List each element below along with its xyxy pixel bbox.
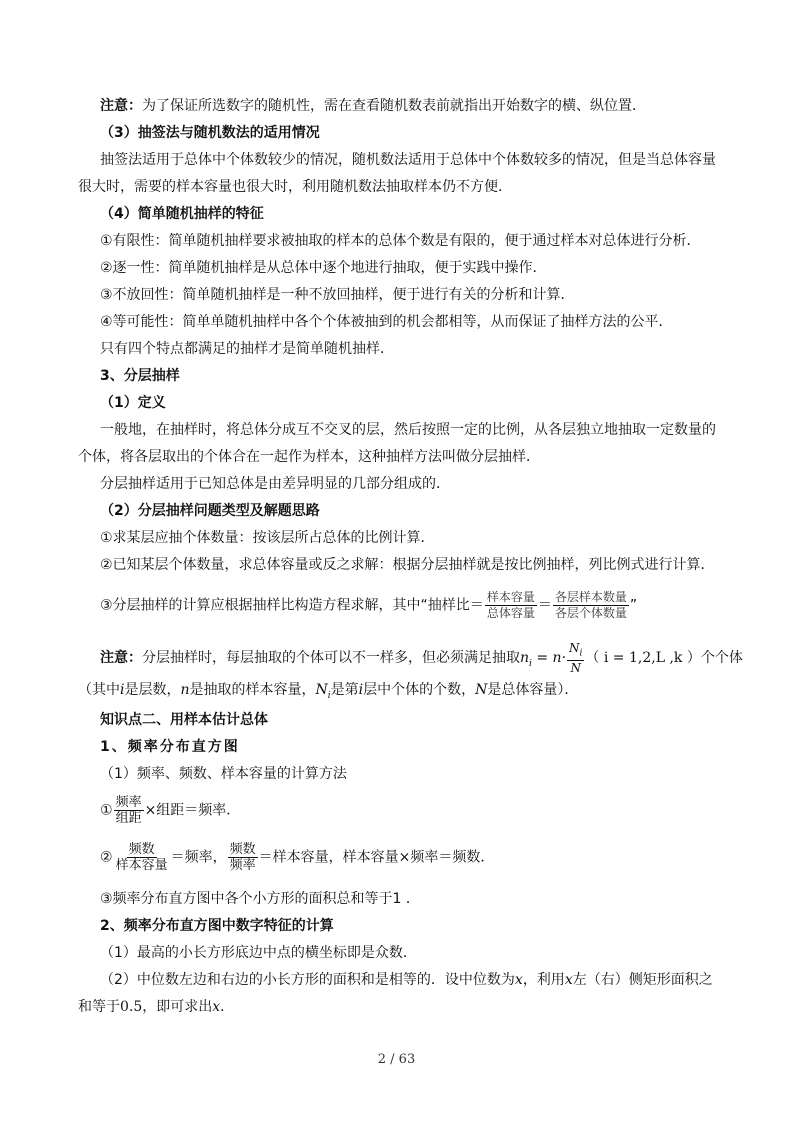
note-label: 注意： — [100, 98, 142, 114]
formula-fraction: $\frac{N_i}{N}$ — [569, 641, 583, 676]
formula-n-i: $n_i = n\cdot$ — [520, 650, 567, 669]
heading-4-features: （4）简单随机抽样的特征 — [100, 206, 264, 222]
method-item-3: ③分层抽样的计算应根据抽样比构造方程求解，其中“抽样比＝ $\frac{\text{样本容量}}{\text{总体容量}}$ ＝ $\frac{\text{各层样本数量}}{\text{各层个体数量}}$ ” — [100, 590, 638, 620]
variable-explanation: （其中i是层数，n是抽取的样本容量，$N_i$是第i层中个体的个数，N是总体容量）． — [78, 682, 579, 701]
section-heading-numeric-features: 2、频率分布直方图中数字特征的计算 — [100, 918, 334, 934]
paragraph-line: 个体，将各层取出的个体合在一起作为样本，这种抽样方法叫做分层抽样． — [78, 449, 540, 465]
note-line-2: 注意：分层抽样时，每层抽取的个体可以不一样多，但必须满足抽取$n_i = n\cdot$ $\frac{N_i}{N}$ （ i = 1,2,L ,k ）个个体 — [100, 641, 743, 676]
paragraph-line: 很大时，需要的样本容量也很大时，利用随机数法抽取样本仍不方便． — [78, 179, 512, 195]
feature-median: （2）中位数左边和右边的小长方形的面积和是相等的．设中位数为x，利用x左（右）侧矩形面积之 — [100, 972, 713, 988]
method-item-2: ②已知某层个体数量，求总体容量或反之求解：根据分层抽样就是按比例抽样，列比例式进行计算． — [100, 557, 715, 573]
formula-line-1: ① $\frac{\text{频率}}{\text{组距}}$ ×组距＝频率． — [100, 795, 241, 826]
subheading-problem-types: （2）分层抽样问题类型及解题思路 — [100, 503, 320, 519]
feature-item-3: ③不放回性：简单随机抽样是一种不放回抽样，便于进行有关的分析和计算． — [100, 287, 575, 303]
paragraph-line: 只有四个特点都满足的抽样才是简单随机抽样． — [100, 341, 394, 357]
knowledge-point-2-heading: 知识点二、用样本估计总体 — [100, 712, 268, 728]
paragraph-line: 分层抽样适用于已知总体是由差异明显的几部分组成的． — [100, 476, 450, 492]
sampling-ratio-fraction: $\frac{\text{样本容量}}{\text{总体容量}}$ — [486, 590, 535, 620]
feature-item-4: ④等可能性：简单单随机抽样中各个个体被抽到的机会都相等，从而保证了抽样方法的公平． — [100, 314, 673, 330]
page-number: 2 / 63 — [377, 1052, 416, 1067]
section-heading-histogram: 1、频率分布直方图 — [100, 739, 240, 755]
feature-item-2: ②逐一性：简单随机抽样是从总体中逐个地进行抽取，便于实践中操作． — [100, 260, 547, 276]
count-over-frequency-fraction: $\frac{\text{频数}}{\text{频率}}$ — [229, 842, 256, 873]
layer-ratio-fraction: $\frac{\text{各层样本数量}}{\text{各层个体数量}}$ — [554, 590, 627, 620]
subheading-calc-method: （1）频率、频数、样本容量的计算方法 — [100, 766, 347, 782]
paragraph-line: 抽签法适用于总体中个体数较少的情况，随机数法适用于总体中个体数较多的情况，但是当总体容量 — [100, 152, 716, 168]
method-item-1: ①求某层应抽个体数量：按该层所占总体的比例计算． — [100, 530, 435, 546]
count-over-size-fraction: $\frac{\text{频数}}{\text{样本容量}}$ — [115, 842, 168, 873]
formula-line-3: ③频率分布直方图中各个小方形的面积总和等于1 ． — [100, 891, 420, 907]
note-line-1: 注意：为了保证所选数字的随机性，需在查看随机数表前就指出开始数字的横、纵位置． — [100, 98, 646, 114]
formula-line-2: ② $\frac{\text{频数}}{\text{样本容量}}$ ＝频率， $\frac{\text{频数}}{\text{频率}}$ ＝样本容量，样本容量×频率＝频数． — [100, 842, 495, 873]
heading-3-applicability: （3）抽签法与随机数法的适用情况 — [100, 125, 320, 141]
subheading-definition: （1）定义 — [100, 395, 166, 411]
frequency-over-width-fraction: $\frac{\text{频率}}{\text{组距}}$ — [115, 795, 142, 826]
paragraph-line: 一般地，在抽样时，将总体分成互不交叉的层，然后按照一定的比例，从各层独立地抽取一定数量的 — [100, 422, 716, 438]
feature-median-cont: 和等于0.5，即可求出x． — [78, 999, 235, 1015]
note-label: 注意： — [100, 650, 142, 667]
section-heading-stratified: 3、分层抽样 — [100, 368, 180, 384]
feature-mode: （1）最高的小长方形底边中点的横坐标即是众数． — [100, 945, 417, 961]
feature-item-1: ①有限性：简单随机抽样要求被抽取的样本的总体个数是有限的，便于通过样本对总体进行分析． — [100, 233, 701, 249]
